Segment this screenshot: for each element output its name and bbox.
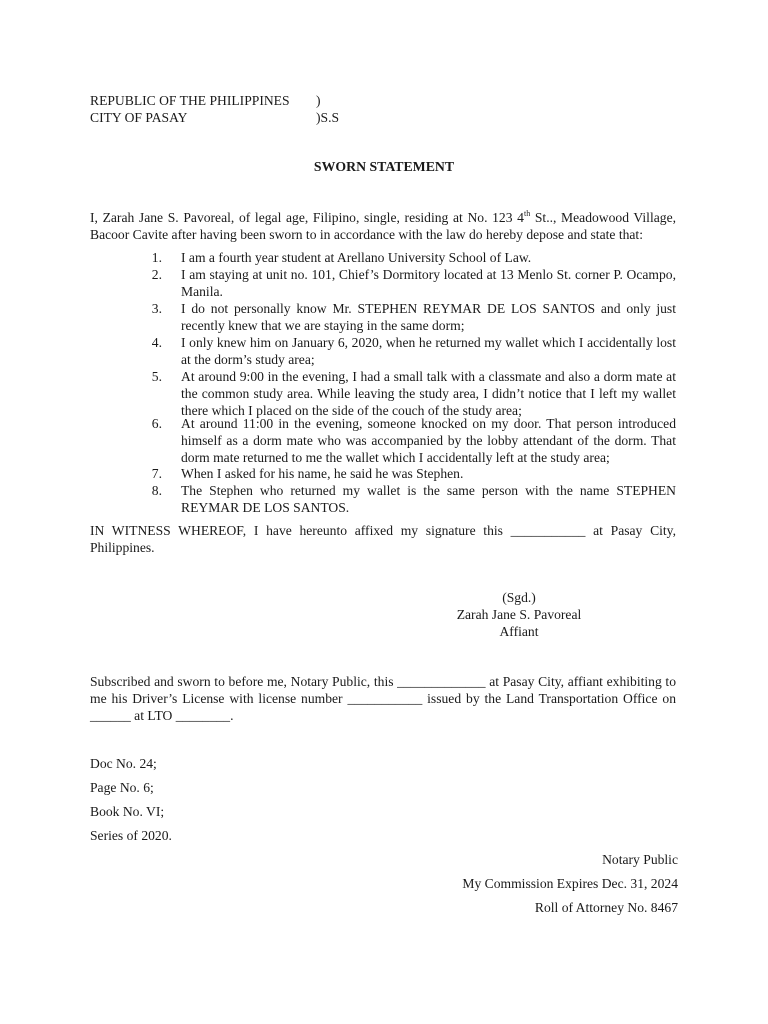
header-paren-1: ) — [316, 93, 321, 108]
list-item-text: I am staying at unit no. 101, Chief’s Dormitory located at 13 Menlo St. corner P. Ocampo, Manila. — [181, 267, 676, 299]
doc-number: Doc No. 24; — [90, 756, 157, 771]
list-item-number: 6. — [151, 416, 162, 431]
affiant-label: Affiant — [499, 624, 539, 639]
list-item-text: I do not personally know Mr. STEPHEN REYMAR DE LOS SANTOS and only just recently knew that we are staying in the same dorm; — [181, 301, 676, 333]
header-city: CITY OF PASAY — [90, 110, 188, 125]
document-title: SWORN STATEMENT — [313, 159, 455, 174]
signature-sgd: (Sgd.) — [502, 590, 536, 605]
notary-title: Notary Public — [602, 852, 678, 867]
list-item-number: 5. — [151, 369, 162, 384]
intro-part-1: I, Zarah Jane S. Pavoreal, of legal age, Filipino, single, residing at No. 123 4 — [90, 210, 524, 225]
list-item-number: 1. — [151, 250, 162, 265]
intro-superscript: th — [523, 209, 531, 218]
notary-commission: My Commission Expires Dec. 31, 2024 — [462, 876, 678, 891]
book-number: Book No. VI; — [90, 804, 165, 819]
list-item-number: 3. — [151, 301, 162, 316]
list-item-number: 2. — [151, 267, 162, 282]
series-year: Series of 2020. — [90, 828, 172, 843]
list-item-text: At around 9:00 in the evening, I had a small talk with a classmate and also a dorm mate at the common study area. While leaving the study area, I didn’t notice that I left my wallet there which I placed on the side of the couch of the study area; — [181, 369, 676, 418]
list-item-text: I only knew him on January 6, 2020, when he returned my wallet which I accidentally lost at the dorm’s study area; — [181, 335, 676, 367]
intro-paragraph — [90, 209, 676, 243]
list-item-text: The Stephen who returned my wallet is the same person with the name STEPHEN REYMAR DE LOS SANTOS. — [181, 483, 676, 515]
list-item-number: 4. — [151, 335, 162, 350]
header-ss: )S.S — [316, 110, 340, 125]
list-item-text: When I asked for his name, he said he was Stephen. — [181, 466, 464, 481]
list-item-number: 8. — [151, 483, 162, 498]
witness-paragraph: IN WITNESS WHEREOF, I have hereunto affixed my signature this ___________ at Pasay City, Philippines. — [90, 523, 676, 555]
notary-roll: Roll of Attorney No. 8467 — [534, 900, 678, 915]
affiant-name: Zarah Jane S. Pavoreal — [456, 607, 582, 622]
intro-part-2: St.., Meadowood Village, Bacoor Cavite after having been sworn to in accordance with the law do hereby depose and state that: — [90, 210, 676, 242]
list-item-text: At around 11:00 in the evening, someone knocked on my door. That person introduced himself as a dorm mate who was accompanied by the lobby attendant of the dorm. That dorm mate returned to me the wallet which I accidentally left at the study area; — [181, 416, 676, 465]
page-number: Page No. 6; — [90, 780, 154, 795]
list-item-text: I am a fourth year student at Arellano University School of Law. — [181, 250, 532, 265]
header-republic: REPUBLIC OF THE PHILIPPINES — [90, 93, 290, 108]
jurat-paragraph: Subscribed and sworn to before me, Notary Public, this _____________ at Pasay City, affiant exhibiting to me his Driver’s License with license number ___________ issued by the Land Transportation Office on ______ at LTO ________. — [90, 674, 676, 723]
list-item-number: 7. — [151, 466, 162, 481]
